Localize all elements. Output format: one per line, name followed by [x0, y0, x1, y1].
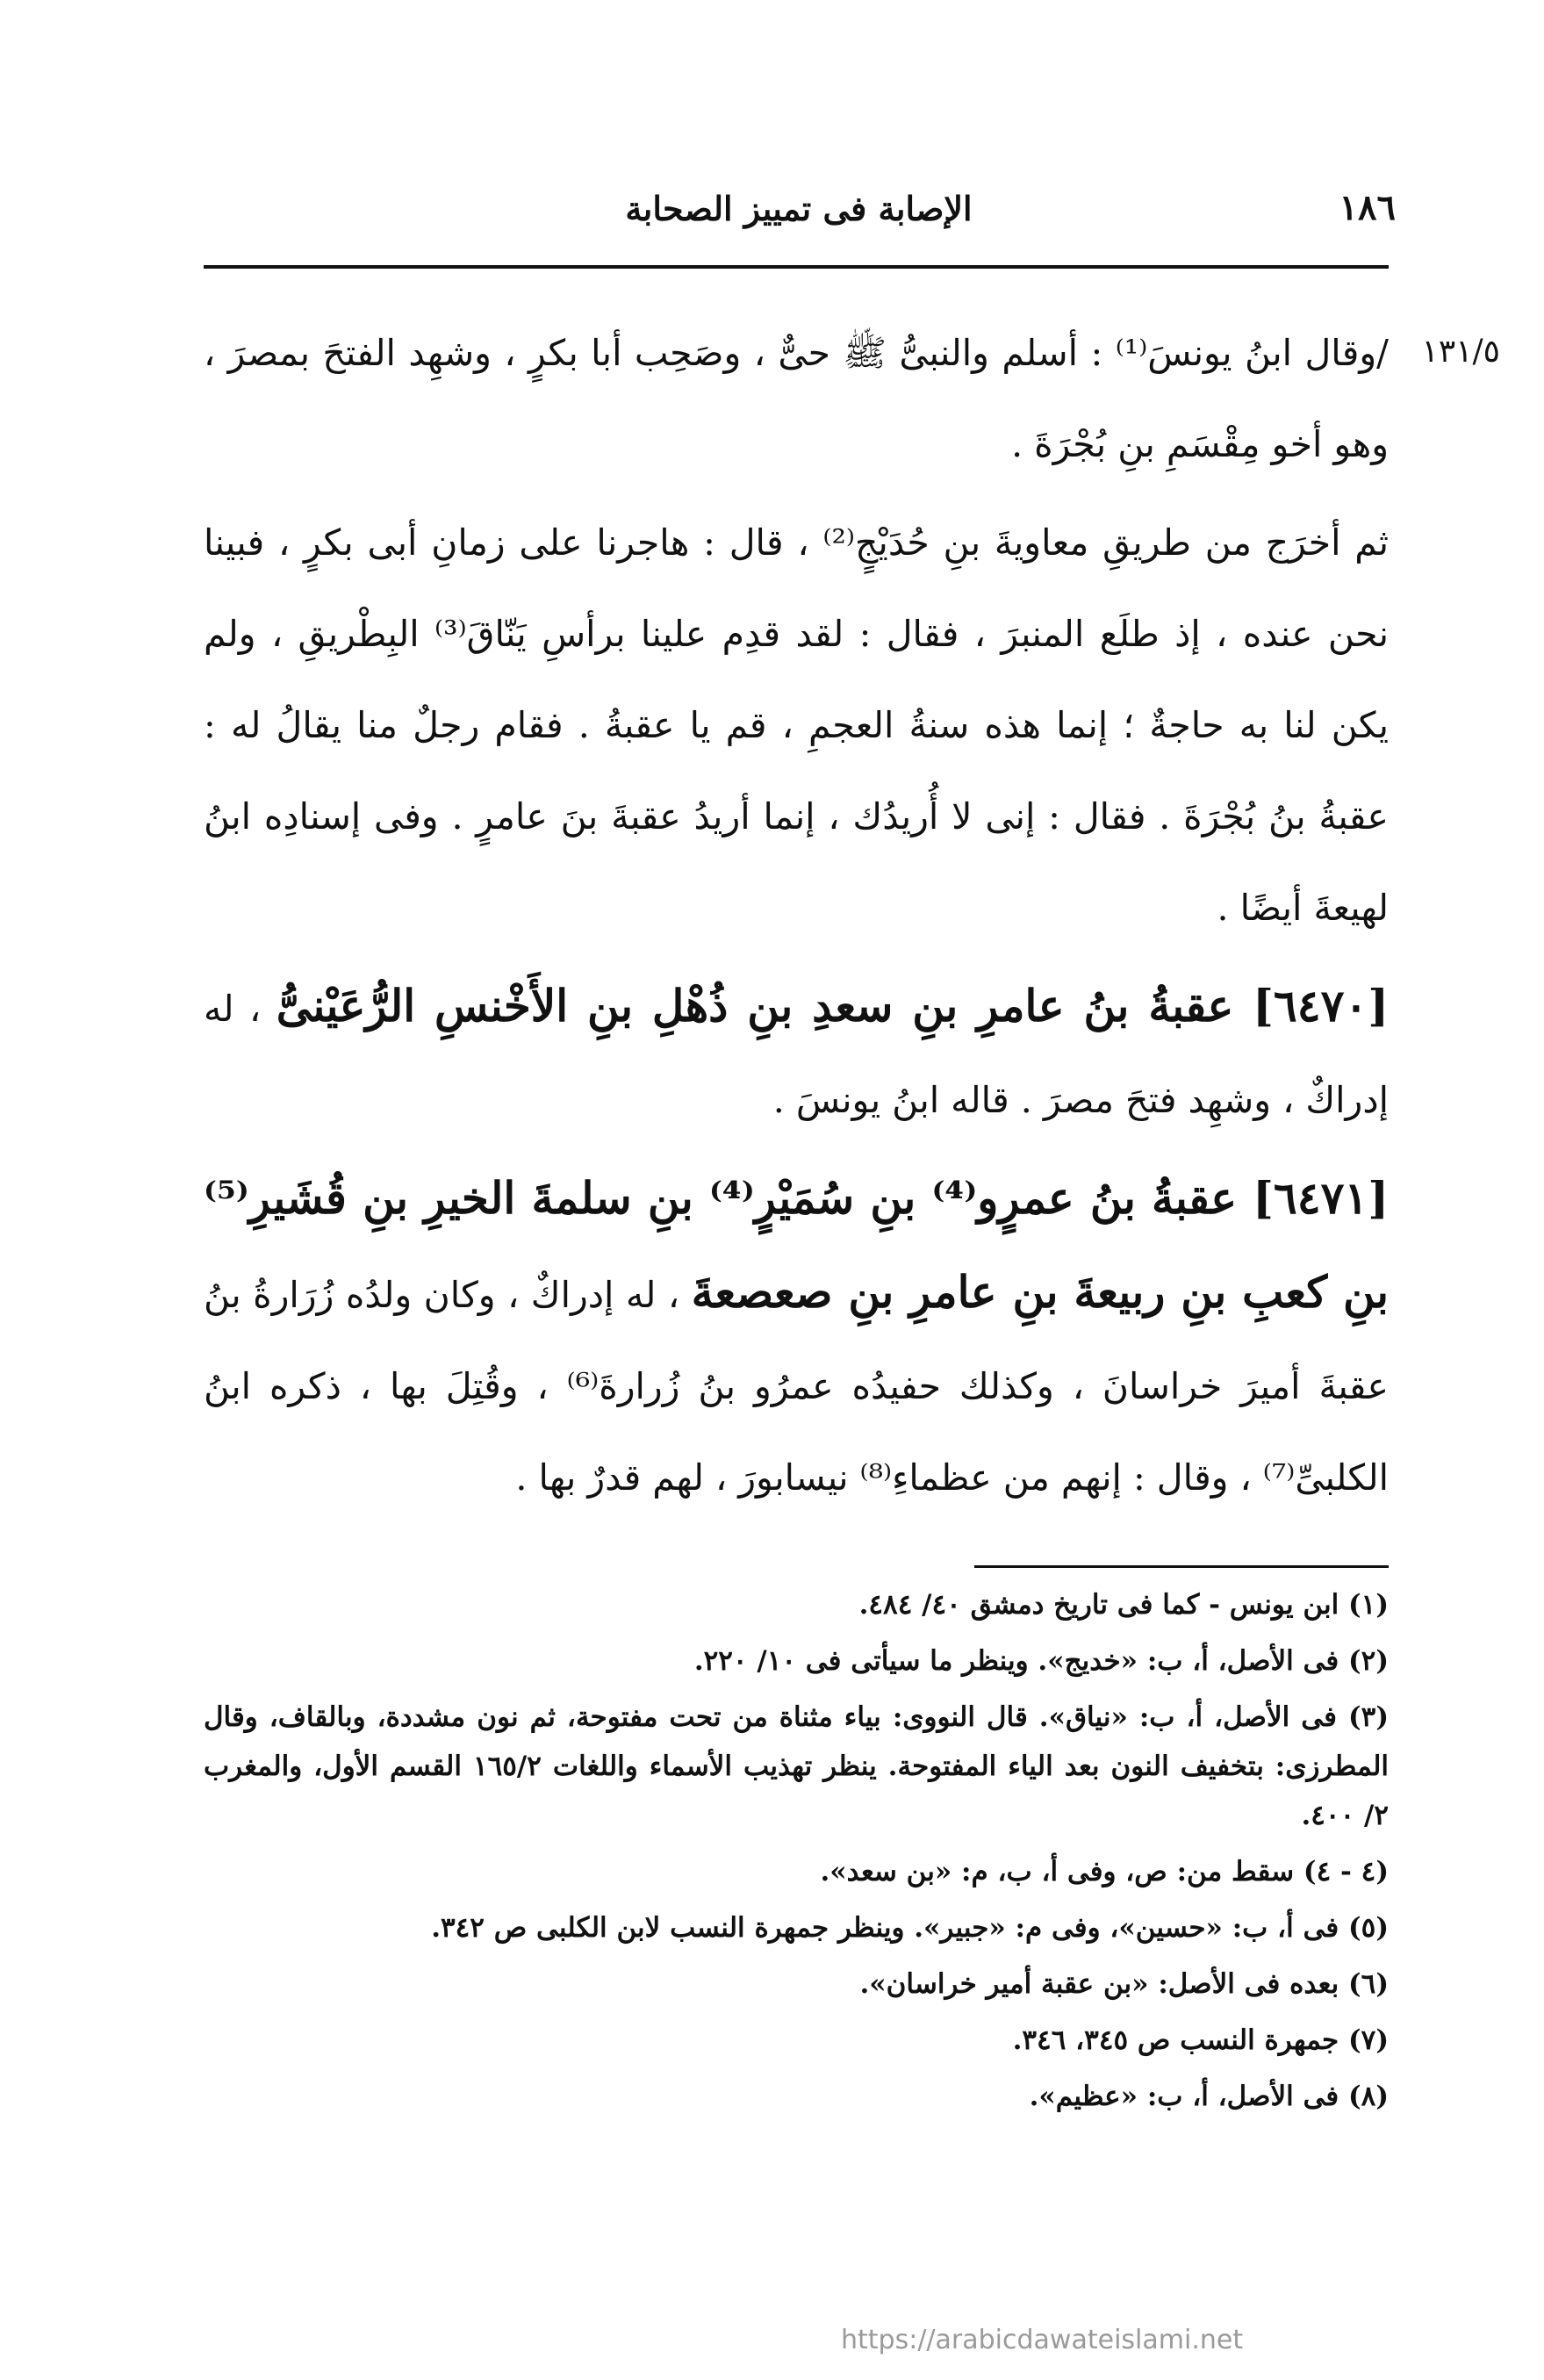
- margin-reference: ١٣١/٥: [1421, 334, 1500, 370]
- page-header: [202, 180, 1396, 250]
- footnote-1: (١) ابن يونس - كما فى تاريخ دمشق ٤٠/ ٤٨٤.: [858, 1589, 1389, 1621]
- entry-6470-text: ، له إدراكٌ ، وشهِد فتحَ مصرَ . قاله ابنُ يونسَ .: [204, 988, 1389, 1121]
- footnotes: [204, 1580, 1389, 2128]
- footnote-7: (٧) جمهرة النسب ص ٣٤٥، ٣٤٦.: [1012, 2024, 1389, 2056]
- footnote-8: (٨) فى الأصل، أ، ب: «عظيم».: [1029, 2081, 1389, 2112]
- entry-6470: [204, 960, 1389, 1146]
- footnote-3: (٣) فى الأصل، أ، ب: «نياق». قال النووى: بياء مثناة من تحت مفتوحة، ثم نون مشددة، وبالقاف، وقال المطرزى: بتخفيف النون بعد الياء المفتوحة. ينظر تهذيب الأسماء واللغات ١٦٥/٢ القسم الأول، والمغرب ٢/ ٤٠٠.: [204, 1701, 1390, 1831]
- entry-6471-heading: [٦٤٧١] عقبةُ بنُ عمرٍو⁽⁴⁾ بنِ سُمَيْرٍ⁽⁴⁾ بنِ سلمةَ الخيرِ بنِ قُشَيرِ⁽⁵⁾ بنِ كعبِ بنِ ربيعةَ بنِ عامرِ بنِ صعصعةَ: [204, 1172, 1389, 1318]
- footnote-5: (٥) فى أ، ب: «حسين»، وفى م: «جبير». وينظر جمهرة النسب لابن الكلبى ص ٣٤٢.: [431, 1912, 1389, 1944]
- running-title: الإصابة فى تمييز الصحابة: [625, 189, 973, 228]
- entry-6471: [204, 1153, 1389, 1523]
- paragraph-2: ثم أخرَج من طريقِ معاويةَ بنِ حُدَيْجٍ⁽²⁾ ، قال : هاجرنا على زمانِ أبى بكرٍ ، فبينا نحن عنده ، إذ طلَع المنبرَ ، فقال : لقد قدِم علينا برأسِ يَنّاقَ⁽³⁾ البِطْريقِ ، ولم يكن لنا به حاجةٌ ؛ إنما هذه سنةُ العجمِ ، قم يا عقبةُ . فقام رجلٌ منا يقالُ له : عقبةُ بنُ بُجْرَةَ . فقال : إنى لا أُريدُك ، إنما أريدُ عقبةَ بنَ عامرٍ . وفى إسنادِه ابنُ لهيعةَ أيضًا .: [204, 521, 1390, 929]
- footnote-2: (٢) فى الأصل، أ، ب: «خديج». وينظر ما سيأتى فى ١٠/ ٢٢٠.: [693, 1645, 1389, 1677]
- entry-6470-heading: [٦٤٧٠] عقبةُ بنُ عامرِ بنِ سعدِ بنِ ذُهْلِ بنِ الأَخْنسِ الرُّعَيْنىُّ: [276, 980, 1389, 1032]
- page-number: ١٨٦: [1339, 187, 1396, 228]
- footnote-rule: [974, 1565, 1389, 1568]
- paragraph-1: /وقال ابنُ يونسَ⁽¹⁾ : أسلم والنبىُّ ﷺ حىٌّ ، وصَحِب أبا بكرٍ ، وشهِد الفتحَ بمصرَ ، وهو أخو مِقْسَمِ بنِ بُجْرَةَ .: [204, 332, 1389, 465]
- footnote-6: (٦) بعده فى الأصل: «بن عقبة أمير خراسان».: [859, 1968, 1389, 2000]
- header-rule: [204, 265, 1389, 269]
- source-watermark: https://arabicdawateislami.net: [841, 2325, 1244, 2355]
- footnote-4: (٤ - ٤) سقط من: ص، وفى أ، ب، م: «بن سعد».: [820, 1856, 1389, 1887]
- main-text: [204, 307, 1389, 1530]
- entry-6471-text: ، له إدراكٌ ، وكان ولدُه زُرَارةُ بنُ عقبةَ أميرَ خراسانَ ، وكذلك حفيدُه عمرُو بنُ زُرارةَ⁽⁶⁾ ، وقُتِلَ بها ، ذكره ابنُ الكلبىِّ⁽⁷⁾ ، وقال : إنهم من عظماءِ⁽⁸⁾ نيسابورَ ، لهم قدرٌ بها .: [204, 1274, 1390, 1499]
